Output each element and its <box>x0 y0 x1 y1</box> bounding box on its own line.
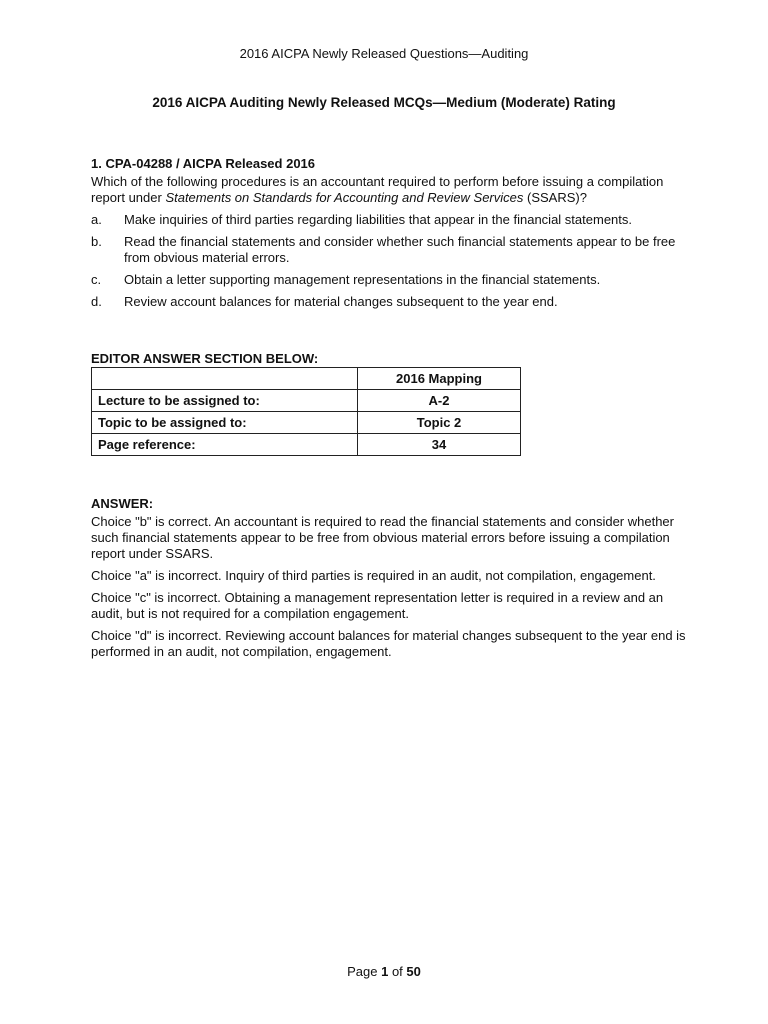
option-text: Make inquiries of third parties regarding liabilities that appear in the financial statements. <box>124 212 632 227</box>
table-header-row <box>92 368 521 390</box>
answer-options <box>91 212 691 316</box>
of-word: of <box>391 964 403 979</box>
option-text: Review account balances for material changes subsequent to the year end. <box>124 294 558 309</box>
option-text: Read the financial statements and consider whether such financial statements appear to be free from obvious material errors. <box>124 234 676 265</box>
table-row <box>92 434 521 456</box>
option-letter: d. <box>91 294 102 309</box>
question-stem-text-1: Which of the following procedures is an accountant required to perform before issuing a compilation report under <box>91 174 664 205</box>
table-row-value: A-2 <box>358 390 521 412</box>
question-stem-text-2: (SSARS)? <box>523 190 587 205</box>
answer-heading: ANSWER: <box>91 496 154 511</box>
page-word: Page <box>347 964 378 979</box>
table-row-label: Lecture to be assigned to: <box>92 390 358 412</box>
option-letter: b. <box>91 234 102 249</box>
option-letter: a. <box>91 212 102 227</box>
table-row <box>92 390 521 412</box>
table-row-value: 34 <box>358 434 521 456</box>
document-title: 2016 AICPA Auditing Newly Released MCQs—Medium (Moderate) Rating <box>152 95 616 110</box>
page-footer <box>0 964 768 979</box>
question-stem <box>91 174 691 206</box>
answer-paragraph: Choice "b" is correct. An accountant is required to read the financial statements and consider whether such financial statements appear to be free from obvious material errors before issuing a compilation report under SSARS. <box>91 514 674 561</box>
table-row-value: Topic 2 <box>358 412 521 434</box>
option-a <box>91 212 691 228</box>
table-column-header: 2016 Mapping <box>358 368 521 390</box>
option-text: Obtain a letter supporting management representations in the financial statements. <box>124 272 601 287</box>
option-letter: c. <box>91 272 102 287</box>
option-d <box>91 294 691 310</box>
mapping-table <box>91 367 521 456</box>
question-heading: 1. CPA-04288 / AICPA Released 2016 <box>91 156 316 171</box>
answer-paragraph: Choice "c" is incorrect. Obtaining a management representation letter is required in a review and an audit, but is not required for a compilation engagement. <box>91 590 664 621</box>
page-total: 50 <box>406 964 421 979</box>
answer-paragraph: Choice "d" is incorrect. Reviewing account balances for material changes subsequent to the year end is performed in an audit, not compilation, engagement. <box>91 628 686 659</box>
table-header-empty <box>92 368 358 390</box>
running-header: 2016 AICPA Newly Released Questions—Auditing <box>239 46 529 61</box>
page-number: 1 <box>381 964 389 979</box>
question-stem-italic: Statements on Standards for Accounting and Review Services <box>165 190 524 205</box>
answer-paragraph: Choice "a" is incorrect. Inquiry of third parties is required in an audit, not compilation, engagement. <box>91 568 656 583</box>
table-row-label: Page reference: <box>92 434 358 456</box>
editor-section-heading: EDITOR ANSWER SECTION BELOW: <box>91 351 319 366</box>
option-b <box>91 234 691 266</box>
answer-explanations <box>91 514 691 666</box>
table-row <box>92 412 521 434</box>
option-c <box>91 272 691 288</box>
table-row-label: Topic to be assigned to: <box>92 412 358 434</box>
